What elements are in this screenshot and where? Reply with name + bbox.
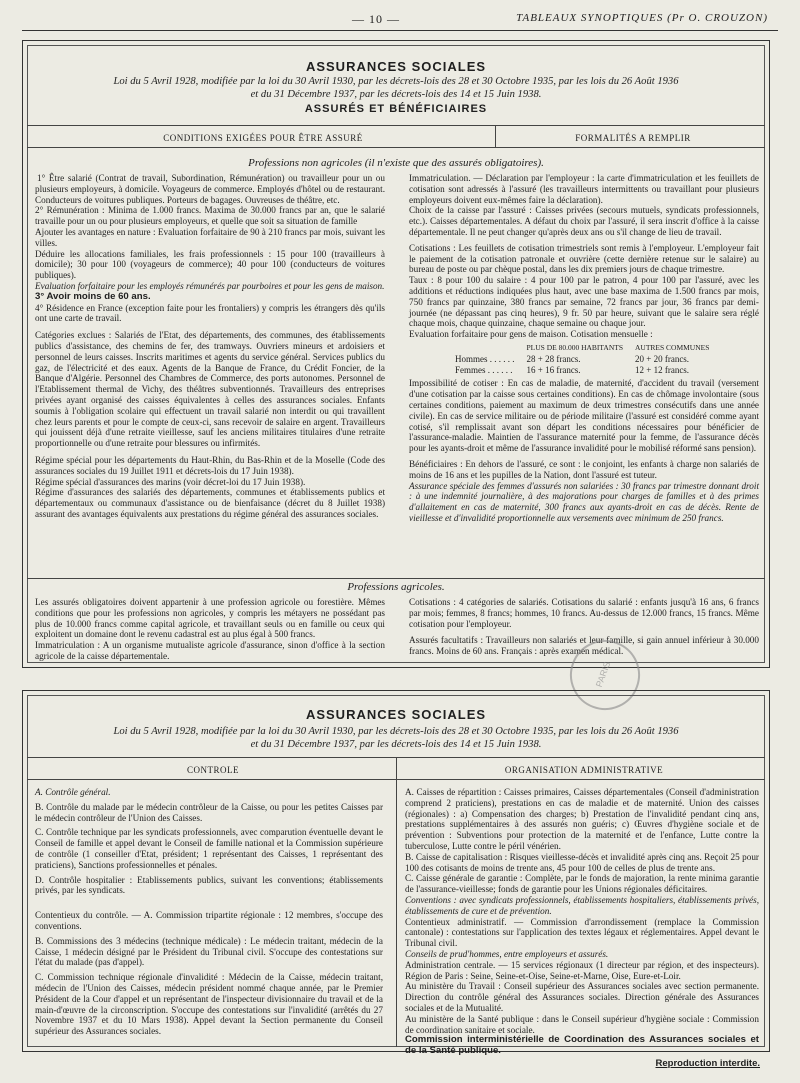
contentieux-controle: Contentieux du contrôle. — A. Commission tripartite régionale : 12 membres, s'occupe des conventions. [35,910,383,931]
cond-residence: 4° Résidence en France (exception faite pour les frontaliers) y compris les étrangers dès qu'ils ont une carte de travail. [35,302,385,324]
ctrl-malade: B. Contrôle du malade par le médecin contrôleur de la Caisse, ou pour les petites Caisses par le médecin contrôleur de l'Union des Caisses. [35,801,383,823]
rule [27,779,765,780]
agri-left [35,597,385,662]
cond-etre-salarie: 1° Être salarié (Contrat de travail, Subordination, Rémunération) ou travailleur pour un ou plusieurs employeurs, à domicile. Voyageurs de commerce. Employés d'hôtel ou de restaurant. Conducteurs de voitures publiques. Porteurs de bagages. Ouvreuses de théâtre, etc. [35,173,385,205]
row-label: Hommes . . . . . . [455,353,515,364]
form-cotisations: Cotisations : Les feuillets de cotisation trimestriels sont remis à l'employeur. L'employeur fait le paiement de la cotisation patronale et ouvrière (cette dernière retenue sur le salaire) au bureau de poste ou par chèque postal, dans les dix premiers jours de chaque trimestre. [409,242,759,275]
ctrl-hospitalier: D. Contrôle hospitalier : Etablissements publics, suivant les conventions; établissements privés, par les syndicats. [35,874,383,896]
law-line-1: Loi du 5 Avril 1928, modifiée par la loi du 30 Avril 1930, par les décrets-lois des 28 et 30 Octobre 1935, par les lois du 26 Août 1936 [113,726,679,737]
row-value: 28 + 28 francs. [526,353,581,364]
org-conventions: Conventions : avec syndicats professionnels, établissements hospitaliers, établissements privés, établissements de cure et de prévention. [405,894,759,916]
col-header-right: FORMALITÉS A REMPLIR [575,133,691,143]
org-administration: Administration centrale. — 15 services régionaux (1 directeur par région, et des inspecteurs). Région de Paris : Seine, Seine-et-Oise, Seine-et-Marne, Oise, Eure-et-Loir. [405,959,759,981]
org-ministere-travail: Au ministère du Travail : Conseil supérieur des Assurances sociales avec section permanente. Direction du contrôle général des Assurances sociales. Direction générale des Assurances sociales et de la Mutualité. [405,981,759,1013]
row-label: Femmes . . . . . . [455,364,513,375]
form-beneficiaires: Bénéficiaires : En dehors de l'assuré, ce sont : le conjoint, les enfants à charge non salariés de moins de 16 ans et les pupilles de la Nation, dont l'assuré est tuteur. [409,458,759,480]
agri-cotisations: Cotisations : 4 catégories de salariés. Cotisations du salarié : enfants jusqu'à 16 ans, 6 francs par mois; femmes, 8 francs; hommes, 10 francs. Au-dessus de 12.000 francs, 15 francs. Même cotisation pour l'employeur. [409,597,759,629]
col-divider [495,125,496,147]
page-number: — 10 — [352,12,400,26]
cond-forfaitaire: Evaluation forfaitaire pour les employés rémunérés par pourboires et pour les gens de maison. [35,280,385,291]
running-title: TABLEAUX SYNOPTIQUES (Pr O. CROUZON) [516,12,768,24]
rule [27,125,765,126]
conditions-column [35,173,385,520]
ctrl-technique: C. Contrôle technique par les syndicats professionnels, avec comparution éventuelle devant le Conseil de famille et appel devant le Conseil de famille national et la Commission supérieure de contrôle (1 conseiller d'Etat, président; 1 représentant des Caisses, 1 représentant des praticiens), Sanctions professionnelles et pénales. [35,827,383,870]
agri-facultatifs: Assurés facultatifs : Travailleurs non salariés et leur famille, si gain annuel inférieur à 30.000 francs. Moins de 60 ans. Français : après examen médical. [409,635,759,657]
rule [27,578,765,579]
formalites-column [409,173,759,524]
col-divider [396,757,397,1047]
law-line-2: et du 31 Décembre 1937, par les décrets-lois des 14 et 15 Juin 1938. [250,89,542,100]
section-non-agricole: Professions non agricoles (il n'existe que des assurés obligatoires). [248,157,544,169]
org-capitalisation: B. Caisse de capitalisation : Risques vieillesse-décès et invalidité après cinq ans. Reçoit 25 pour 100 des cotisants de moins de trente ans, 45 pour 100 de celles de plus de trente ans. [405,851,759,873]
form-assurance-femmes: Assurance spéciale des femmes d'assurés non salariées : 30 francs par trimestre donnant droit : à une indemnité journalière, à des majorations pour charges de familles et à des primes d'allaitement en cas de maternité, 300 francs aux ayants-droit en cas de décès. Rente de vieillesse et d'invalidité proportionnelle aux versements avec minimum de 250 francs. [409,480,759,523]
page-header [22,10,778,28]
cond-deduire: Déduire les allocations familiales, les frais professionnels : 15 pour 100 (travailleurs à domicile); 30 pour 100 (voyageurs de commerce); 40 pour 100 (conducteurs de voitures publiques). [35,248,385,281]
org-contentieux: Contentieux administratif. — Commission d'arrondissement (remplace la Commission cantonale) : contestations sur l'application des textes légaux et réglementaires. Appel devant le Tribunal civil. [405,916,759,949]
controle-table [22,690,770,1057]
form-impossibilite: Impossibilité de cotiser : En cas de maladie, de maternité, d'accident du travail (versement d'une cotisation par la caisse sous certaines conditions). En cas de chômage involontaire (sous certaines conditions, paiement au maximum de deux trimestres consécutifs dans une année civile). En cas de service militaire ou de période militaire (l'assuré est considéré comme ayant cotisé, s'il remplissait avant son départ les conditions nécessaires pour bénéficier de l'assurance-maladie. Maintien de l'assurance maternité pour la femme, de l'assurance décès pour les ayants-droit et même de l'assurance invalidité pour le mobilisé réformé sans pension). [409,378,759,454]
library-stamp: PARIS [560,630,650,720]
agri-immatriculation: Immatriculation : A un organisme mutualiste agricole d'assurance, sinon d'office à la section agricole de la caisse départementale. [35,640,385,661]
table-title: ASSURANCES SOCIALES [305,707,487,722]
row-value: 16 + 16 francs. [526,364,581,375]
org-garantie: C. Caisse générale de garantie : Complète, par le fonds de majoration, la rente minima garantie de l'assurance-vieillesse; fonds de garantie pour les Unions régionales déficitaires. [405,873,759,895]
form-evaluation: Evaluation forfaitaire pour gens de maison. Cotisation mensuelle : [409,329,653,340]
table-title: ASSURANCES SOCIALES [305,59,487,74]
form-choix-caisse: Choix de la caisse par l'assuré : Caisses privées (secours mutuels, syndicats professionnels, etc.). Caisses départementales. A défaut du choix par l'assuré, il sera inscrit d'office à la caisse départementale. Il ne peut changer qu'après deux ans ou s'il change de lieu de travail. [409,205,759,237]
form-immatriculation: Immatriculation. — Déclaration par l'employeur : la carte d'immatriculation et les feuillets de cotisation sont adressés à l'assuré (les travailleurs intermittents ou travaillant pour plusieurs employeurs doivent eux-mêmes faire la déclaration). [409,173,759,205]
assures-table [22,40,770,668]
reproduction-notice: Reproduction interdite. [655,1058,760,1069]
controle-column [35,787,383,1037]
form-taux: Taux : 8 pour 100 du salaire : 4 pour 100 par le patron, 4 pour 100 par l'assuré, avec les additions et réductions indiquées plus haut, avec une base maxima de 1.500 francs par mois, 750 francs par quinzaine, 380 francs par semaine, 72 francs par jour, 36 francs par demi-journée (ne dépassant pas cinq heures), 9 fr. 50 par heure, suivant que le salaire sera réglé chaque mois, chaque quinzaine, chaque semaine ou chaque jour. [409,275,759,329]
cot-col-2: AUTRES COMMUNES [635,342,710,352]
table-subtitle: ASSURÉS ET BÉNÉFICIAIRES [304,103,488,115]
regime-alsace: Régime spécial pour les départements du Haut-Rhin, du Bas-Rhin et de la Moselle (Code des assurances sociales du 19 Juillet 1911 et décrets-lois du 17 Juin 1938). [35,454,385,476]
org-prudhommes: Conseils de prud'hommes, entre employeurs et assurés. [405,948,609,959]
commission-invalidite: C. Commission technique régionale d'invalidité : Médecin de la Caisse, médecin traitant, médecin de l'Union des Caisses, médecin président nommé chaque année, par le Premier Président de la Cour d'appel et un représentant de l'inspecteur divisionnaire du travail et de la main-d'œuvre de la circonscription. S'occupe des contestations sur l'invalidité (arrêtés du 27 Novembre 1937 et du 10 Mars 1938). Appel devant la Section permanente du Conseil supérieur des Assurances sociales. [35,972,383,1037]
ctrl-general: A. Contrôle général. [35,787,111,797]
row-value: 20 + 20 francs. [635,353,690,364]
law-line-1: Loi du 5 Avril 1928, modifiée par la loi du 30 Avril 1930, par les décrets-lois des 28 et 30 Octobre 1935, par les lois du 26 Août 1936 [113,76,679,87]
cotisation-table [449,343,715,375]
section-agricole: Professions agricoles. [347,581,445,593]
org-ministere-sante: Au ministère de la Santé publique : dans le Conseil supérieur d'hygiène sociale : Commission de coordination sanitaire et sociale. [405,1013,759,1035]
table-row [449,365,715,376]
organisation-column [405,787,759,1057]
org-commission-interministerielle: Commission interministérielle de Coordination des Assurances sociales et de la Santé publique. [405,1034,759,1057]
header-rule [22,30,778,31]
col-header-right: ORGANISATION ADMINISTRATIVE [504,765,664,775]
rule [27,147,765,148]
law-line-2: et du 31 Décembre 1937, par les décrets-lois des 14 et 15 Juin 1938. [250,739,542,750]
row-value: 12 + 12 francs. [635,364,690,375]
cond-age: 3° Avoir moins de 60 ans. [35,290,151,302]
col-header-left: CONTROLE [187,765,239,775]
cot-col-1: PLUS DE 80.000 HABITANTS [526,342,623,352]
regime-departements: Régime d'assurances des salariés des départements, communes et établissements publics et départementaux ou communaux d'assistance ou de bienfaisance (décret du 8 Juillet 1938) assurant des avantages équivalents aux prestations du régime général des assurances sociales. [35,487,385,519]
categories-exclues: Catégories exclues : Salariés de l'Etat, des départements, des communes, des établissements publics d'assistance, des chemins de fer, des tramways. Ouvriers mineurs et ardoisiers et personnel de leurs caisses. Inscrits maritimes et agents du service général. Services publics du gaz, de l'électricité et des eaux. Agents de la Banque de France, du Crédit Foncier, de la Banque d'Algérie. Personnel des Chambres de Commerce, des ports autonomes. Personnel de l'Etablissement thermal de Vichy, des théâtres subventionnés. Travailleurs des entreprises privées ayant organisé des caisses équivalentes à celles des assurances sociales. Enfants soumis à l'obligation scolaire qui effectuent un travail salarié non interdit ou qui travaillent chez leurs parents et pour le compte de ceux-ci, sans recevoir de salaire en argent. Travailleurs qui jouissent déjà d'une retraite vieillesse, sauf les anciens militaires titulaires d'une retraite proportionnelle ou d'une retraite pour blessures ou infirmités. [35,330,385,449]
agri-obligatoires: Les assurés obligatoires doivent appartenir à une profession agricole ou forestière. Mêmes conditions que pour les professions non agricoles, y compris les métayers ne possédant pas plus de 10.000 francs comme capital agricole, et travaillant seuls ou en famille ou ceux qui exploitent un domaine dont le revenu cadastral est au plus égal à 500 francs. [35,597,385,640]
commission-3-medecins: B. Commissions des 3 médecins (technique médicale) : Le médecin traitant, médecin de la Caisse, 1 médecin désigné par le Président du Tribunal civil. S'occupe des contestations sur l'état du malade (pas d'appel). [35,935,383,968]
cond-remuneration: 2° Rémunération : Minima de 1.000 francs. Maxima de 30.000 francs par an, que le salarié travaille pour un ou pour plusieurs employeurs, et quelle que soit sa situation de famille [35,205,385,227]
cond-avantages: Ajouter les avantages en nature : Evaluation forfaitaire de 90 à 210 francs par mois, suivant les villes. [35,226,385,248]
org-caisses-repartition: A. Caisses de répartition : Caisses primaires, Caisses départementales (Conseil d'administration comprend 2 praticiens), prestations en cas de maladie et de maternité. Union des caisses (régionales) : a) Compensation des charges; b) Prestation de l'invalidité pendant cinq ans, prestations supplémentaires à des assurés non guéris; c) Œuvres d'hygiène sociale et de prévention : Subventions pour protection de la maternité et de l'enfance, Lutte contre la tuberculose, Lutte contre le péril vénérien. [405,787,759,851]
col-header-left: CONDITIONS EXIGÉES POUR ÊTRE ASSURÉ [163,133,363,143]
table-row [449,354,715,365]
regime-marins: Régime spécial d'assurances des marins (voir décret-loi du 17 Juin 1938). [35,476,306,487]
